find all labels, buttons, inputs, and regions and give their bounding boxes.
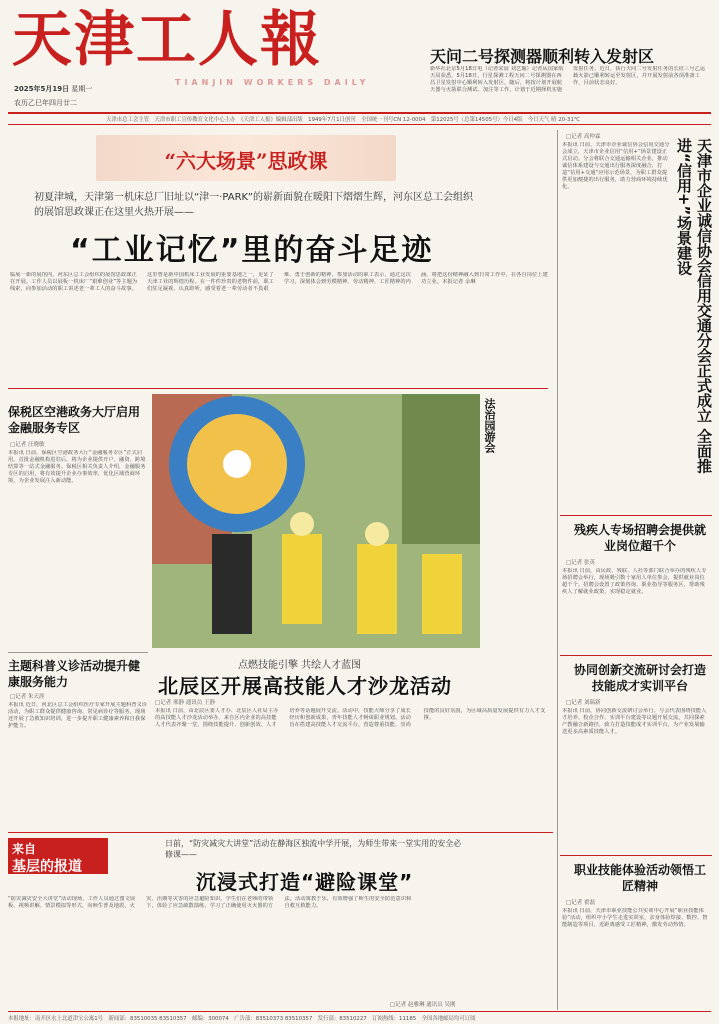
right-story-3-body: 本报讯 日前，天津市职业技能公共实训中心开展“职业技能体验”活动，组织中小学生走进实训室，亲身体验焊接、数控、智能制造等项目，近距离感受工匠精神，激发劳动热情。 — [562, 908, 708, 928]
left-rule-1 — [8, 388, 548, 389]
right-story-2-reporter: □记者 刘瑞新 — [566, 700, 601, 706]
masthead-subtitle: TIANJIN WORKERS DAILY — [175, 78, 370, 87]
bottom-rule — [8, 832, 553, 833]
caption-title: 法治园游会 — [483, 398, 496, 453]
left-rule-2 — [8, 652, 148, 653]
grassroots-tag — [8, 838, 108, 874]
left-story-2-reporter: □记者 朱天涯 — [10, 694, 45, 700]
issue-date — [14, 84, 92, 94]
tag-line-1: 来自 — [12, 842, 37, 856]
lead-body: 临展一新的展馆内，河东区总工会组织的展馆思政课正在开展。工作人员以展板一机床厂“艰难创业”等主题为线索，向参加活动的职工讲述老一辈工人的奋斗故事。这里曾是新中国机床工业发展的重要基地之一，见证了天津工业的辉煌历程。在一件件珍贵的老物件前，职工们驻足凝视、认真聆听，感受着老一辈劳动者不畏艰难、勇于创新的精神。参加活动的职工表示，通过这次学习，深刻体会到劳模精神、劳动精神、工匠精神的内涵，将把这份精神融入到日常工作中，在各自岗位上建功立业。本报记者 余琳 — [10, 272, 548, 292]
right-col-body: 本报讯 日前，天津市企业诚信协会信用交通分会成立，天津市企业信用“信用+”场景建设正式启动。分会将联合交通运输相关企业，推动诚信体系建设与交通出行服务深度融合，打造“信用+交通”应用示范场景，为职工群众提供更加便捷的出行服务，助力营商环境持续优化。 — [562, 142, 670, 190]
right-story-2-body: 本报讯 日前，协同创新交流研讨会举行。与会代表围绕技能人才培养、校企合作、实训平台建设等议题开展交流，共同探索产教融合新路径，致力打造技能成才实训平台，为产业发展输送更多高素质技能人才。 — [562, 708, 707, 735]
info-rule — [8, 124, 711, 125]
mid-kicker: 点燃技能引擎 共绘人才蓝图 — [238, 660, 362, 671]
info-bar: 天津市总工会主管 天津市职工宣传教育文化中心主办 《天津工人报》编辑部出版 1949年7月1日创刊 全国统一刊号CN 12-0004 第12025号（总第14505号）今日4版 今日天气 晴 20-31℃ — [106, 117, 580, 123]
date: 2025年5月19日 — [14, 85, 70, 93]
banner-text: “六大场景”思政课 — [164, 149, 328, 173]
banner — [96, 135, 396, 181]
photo-law-fair — [152, 394, 480, 648]
lunar-date: 农历乙巳年四月廿二 — [14, 99, 77, 107]
left-story-1-headline: 保税区空港政务大厅启用金融服务专区 — [8, 405, 141, 435]
mid-headline: 北辰区开展高技能人才沙龙活动 — [158, 674, 452, 698]
bottom-headline: 沉浸式打造“避险课堂” — [196, 870, 414, 894]
right-col-headline: 天津市企业诚信协会信用交通分会正式成立 全面推进“信用+”场景建设 — [675, 138, 713, 474]
left-story-1-body: 本报讯 日前，保税区空港政务大厅“金融服务专区”正式启用。首批金融机构进驻后，将为企业提供开户、融资、跨境结算等一站式金融服务。保税区相关负责人介绍，金融服务专区的启用，将有效提升企业办事效率，优化区域营商环境，为企业发展注入新动能。 — [8, 450, 146, 484]
tag-line-2: 基层的报道 — [12, 859, 82, 875]
photo-caption — [482, 398, 542, 638]
bottom-body: “防灾减灾安全大讲堂”活动现场，工作人员通过图文展板、视频讲解、情景模拟等形式，向师生普及地震、火灾、汛期等灾害的应急避险知识。学生们在老师的带领下，体验了应急疏散演练，学习了正确使用灭火器的方法。活动寓教于乐，有效增强了师生的安全防范意识和自救互救能力。 — [8, 896, 412, 909]
top-story-body: 新华社北京5月18日电（记者宋晨 刘艺璇）记者从国家航天局获悉，5月18日，行星探测工程天问二号探测器在西昌卫星发射中心顺利转入发射区，随后，将按计划开展航天器与火箭联合测试、加注等工作，计划于近期择机实施发射任务。近日，执行天问二号发射任务的长征三号乙运载火箭已顺利转运至发射区，并开展发射前各项准备工作，目前状态良好。 — [430, 66, 706, 93]
bottom-reporter: □记者 赵雅琳 通讯员 吴刚 — [390, 1002, 456, 1008]
right-story-3-headline: 职业技能体验活动领悟工匠精神 — [573, 863, 706, 893]
masthead-rule — [8, 112, 711, 114]
mid-body: 本报讯 日前，由北辰区委人才办、北辰区人社局主办的高技能人才沙龙活动举办。来自区内企业的高技能人才代表齐聚一堂，围绕技能提升、创新创效、人才培养等话题展开交流。活动中，技能大师分享了成长经历和创新成果，青年技能人才畅谈职业规划。活动旨在搭建高技能人才交流平台，营造尊重技能、崇尚技能的良好氛围，为区域高质量发展提供有力人才支撑。 — [155, 708, 546, 728]
right-story-1-body: 本报讯 日前，由民政、残联、人社等部门联合举办的残疾人专场招聘会举行，现场吸引数十家用人单位参会，提供就业岗位超千个。招聘会设置了政策咨询、职业指导等服务区，帮助残疾人了解就业政策，实现稳定就业。 — [562, 568, 707, 595]
mid-reporter: □记者 邢静 通讯员 王静 — [155, 700, 215, 706]
photo-illustration — [152, 394, 480, 648]
lead-intro: 初夏津城，天津第一机床总厂旧址以“津一·PARK”的崭新面貌在暖阳下熠熠生辉，河东区总工会组织的展馆思政课正在这里火热开展—— — [34, 192, 473, 218]
footer: 本报地址：南开区水上北道津宝公寓1号 新闻部：83510035 83510357 邮编：300074 广告部：83510373 83510357 发行部：83510227 订阅热线：11185 全国各地邮局均可订阅 — [8, 1016, 476, 1022]
right-rule-1 — [560, 515, 712, 516]
right-story-1-headline: 残疾人专场招聘会提供就业岗位超千个 — [573, 523, 706, 553]
left-story-2-body: 本报讯 近日，河北区总工会组织医疗专家开展主题科普义诊活动，为职工群众提供健康咨询、常见病诊疗等服务，现场还开展了急救知识培训，进一步提升职工健康素养和自我保护能力。 — [8, 702, 148, 729]
right-story-1-reporter: □记者 张英 — [566, 560, 595, 566]
lead-headline: “工业记忆”里的奋斗足迹 — [70, 233, 434, 268]
weekday: 星期一 — [71, 85, 93, 93]
right-rule-2 — [560, 655, 712, 656]
top-story-headline: 天问二号探测器顺利转入发射区 — [430, 47, 655, 66]
right-story-3-reporter: □记者 翟磊 — [566, 900, 595, 906]
footer-rule — [8, 1011, 711, 1012]
left-story-2-headline: 主题科普义诊活动提升健康服务能力 — [8, 659, 141, 689]
right-divider — [557, 130, 558, 1010]
right-story-2-headline: 协同创新交流研讨会打造技能成才实训平台 — [573, 663, 706, 693]
left-story-1-reporter: □记者 汪晓敏 — [10, 442, 45, 448]
bottom-intro: 日前，“防灾减灾大讲堂”活动在静海区独流中学开展，为师生带来一堂实用的安全必修课—— — [165, 839, 462, 859]
right-reporter: □记者 高仲霖 — [566, 134, 601, 140]
right-rule-3 — [560, 855, 712, 856]
masthead-title: 天津工人報 — [12, 5, 322, 75]
